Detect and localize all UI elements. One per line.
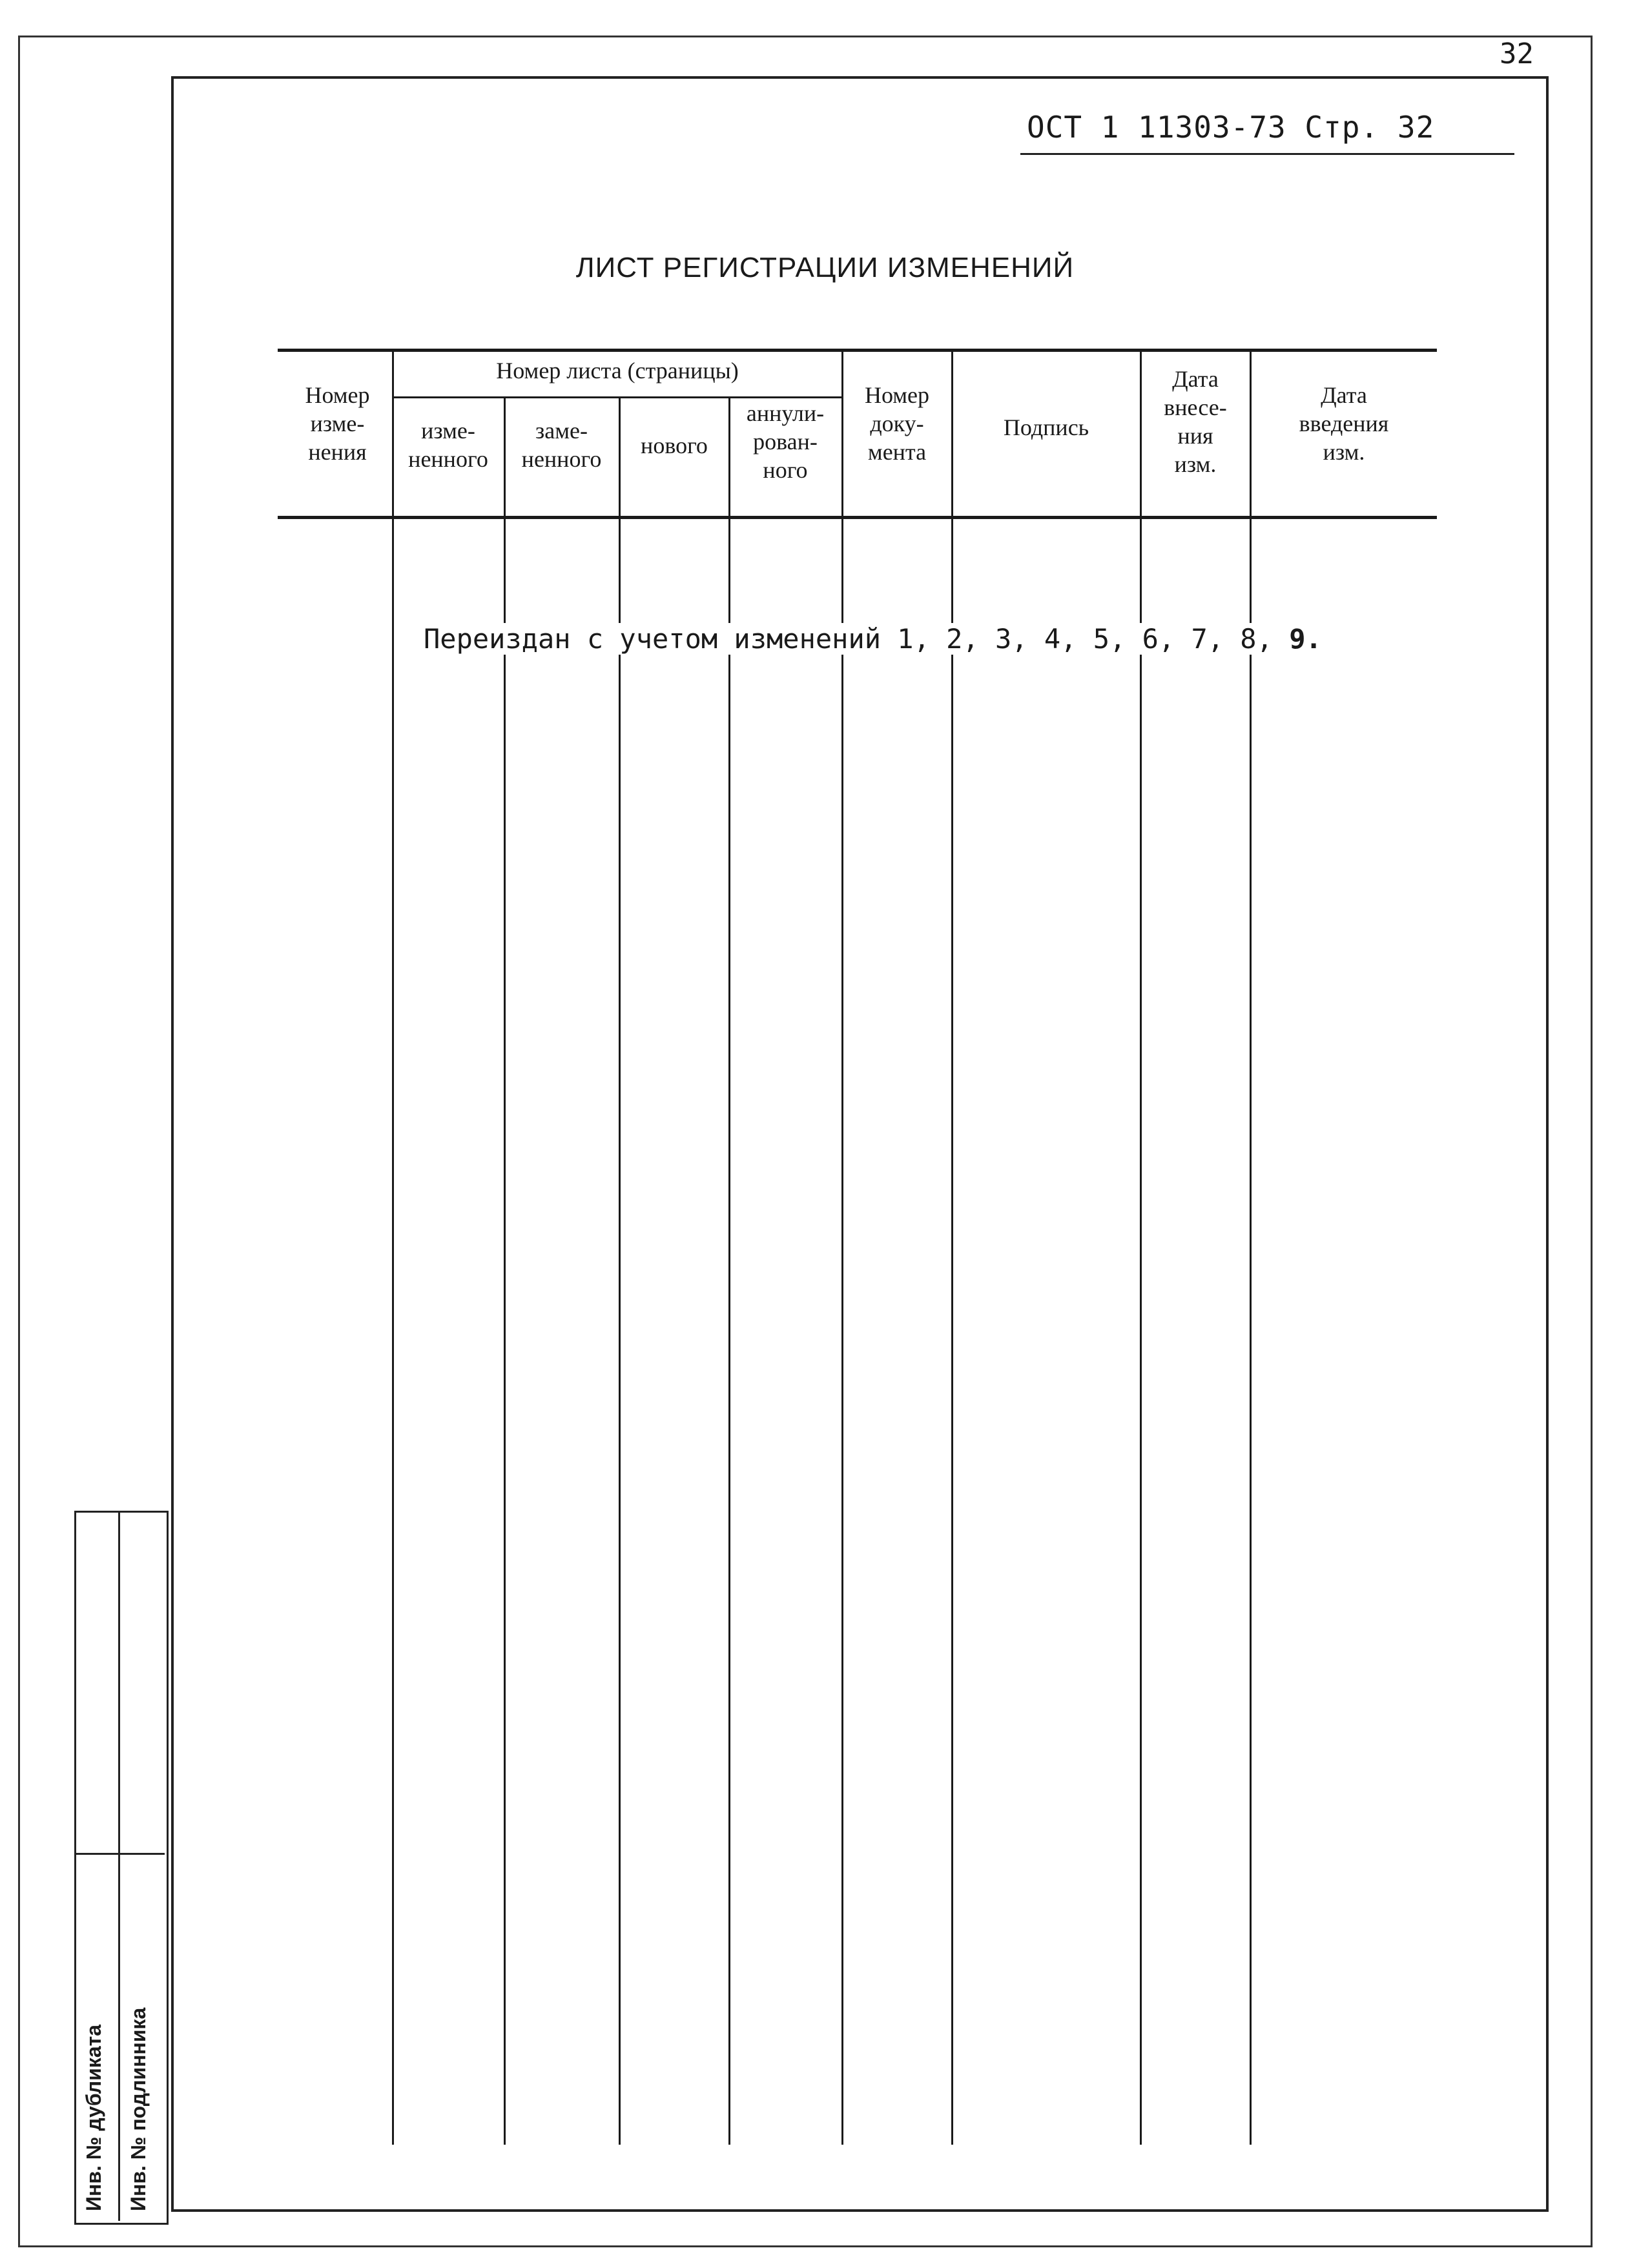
header-line: рован-	[753, 429, 818, 455]
header-line: нения	[308, 439, 367, 465]
header-line: Номер	[305, 382, 370, 408]
header-replaced	[505, 416, 618, 473]
reissue-note	[420, 623, 1326, 655]
header-changed	[393, 416, 503, 473]
header-line: доку-	[870, 411, 924, 436]
header-line: внесе-	[1164, 394, 1227, 420]
header-change-no	[284, 381, 391, 466]
header-line: изме-	[310, 411, 365, 436]
header-line: ненного	[521, 446, 602, 472]
original-inventory-label: Инв. № подлинника	[127, 2007, 150, 2211]
header-line: изм.	[1323, 439, 1365, 465]
header-sheet-group: Номер листа (страницы)	[496, 358, 739, 383]
header-line: изме-	[421, 418, 475, 444]
header-new: нового	[641, 433, 708, 458]
column-line	[1250, 518, 1252, 2145]
header-annulled	[730, 399, 841, 484]
header-line: мента	[867, 439, 927, 465]
header-date-entry	[1141, 365, 1250, 478]
column-line	[619, 518, 621, 2145]
document-title: ЛИСТ РЕГИСТРАЦИИ ИЗМЕНЕНИЙ	[575, 252, 1075, 283]
header-line: аннули-	[746, 400, 825, 426]
reissue-note-text: Переиздан с учетом изменений 1, 2, 3, 4, 5, 6, 7, 8,	[424, 623, 1273, 655]
table-top-rule	[278, 349, 1437, 352]
header-line: Номер	[864, 382, 930, 408]
side-stamp-divider	[118, 1511, 120, 2221]
sheet-group-rule	[392, 396, 843, 398]
header-line: ненного	[408, 446, 488, 472]
page-number: 32	[1500, 37, 1534, 70]
table-header-rule	[278, 516, 1437, 519]
header-line: Дата	[1321, 382, 1367, 408]
column-line	[392, 518, 394, 2145]
document-reference-underline	[1020, 153, 1514, 155]
reissue-note-last: 9.	[1289, 623, 1322, 655]
column-line	[728, 518, 730, 2145]
duplicate-inventory-label: Инв. № дубликата	[82, 2024, 105, 2211]
header-signature: Подпись	[1003, 414, 1089, 440]
header-line: введения	[1299, 411, 1389, 436]
side-stamp-row-divider	[74, 1853, 165, 1855]
header-line: заме-	[535, 418, 588, 444]
column-line	[951, 518, 953, 2145]
header-line: ного	[763, 457, 808, 483]
header-line: изм.	[1174, 451, 1217, 477]
column-line	[841, 518, 843, 2145]
column-line	[1140, 518, 1142, 2145]
column-line	[504, 518, 506, 2145]
header-doc-no	[843, 381, 951, 466]
header-line: ния	[1177, 423, 1213, 449]
header-date-intro	[1251, 381, 1437, 466]
document-reference: ОСТ 1 11303-73 Стр. 32	[1027, 110, 1435, 145]
header-line: Дата	[1172, 366, 1219, 392]
